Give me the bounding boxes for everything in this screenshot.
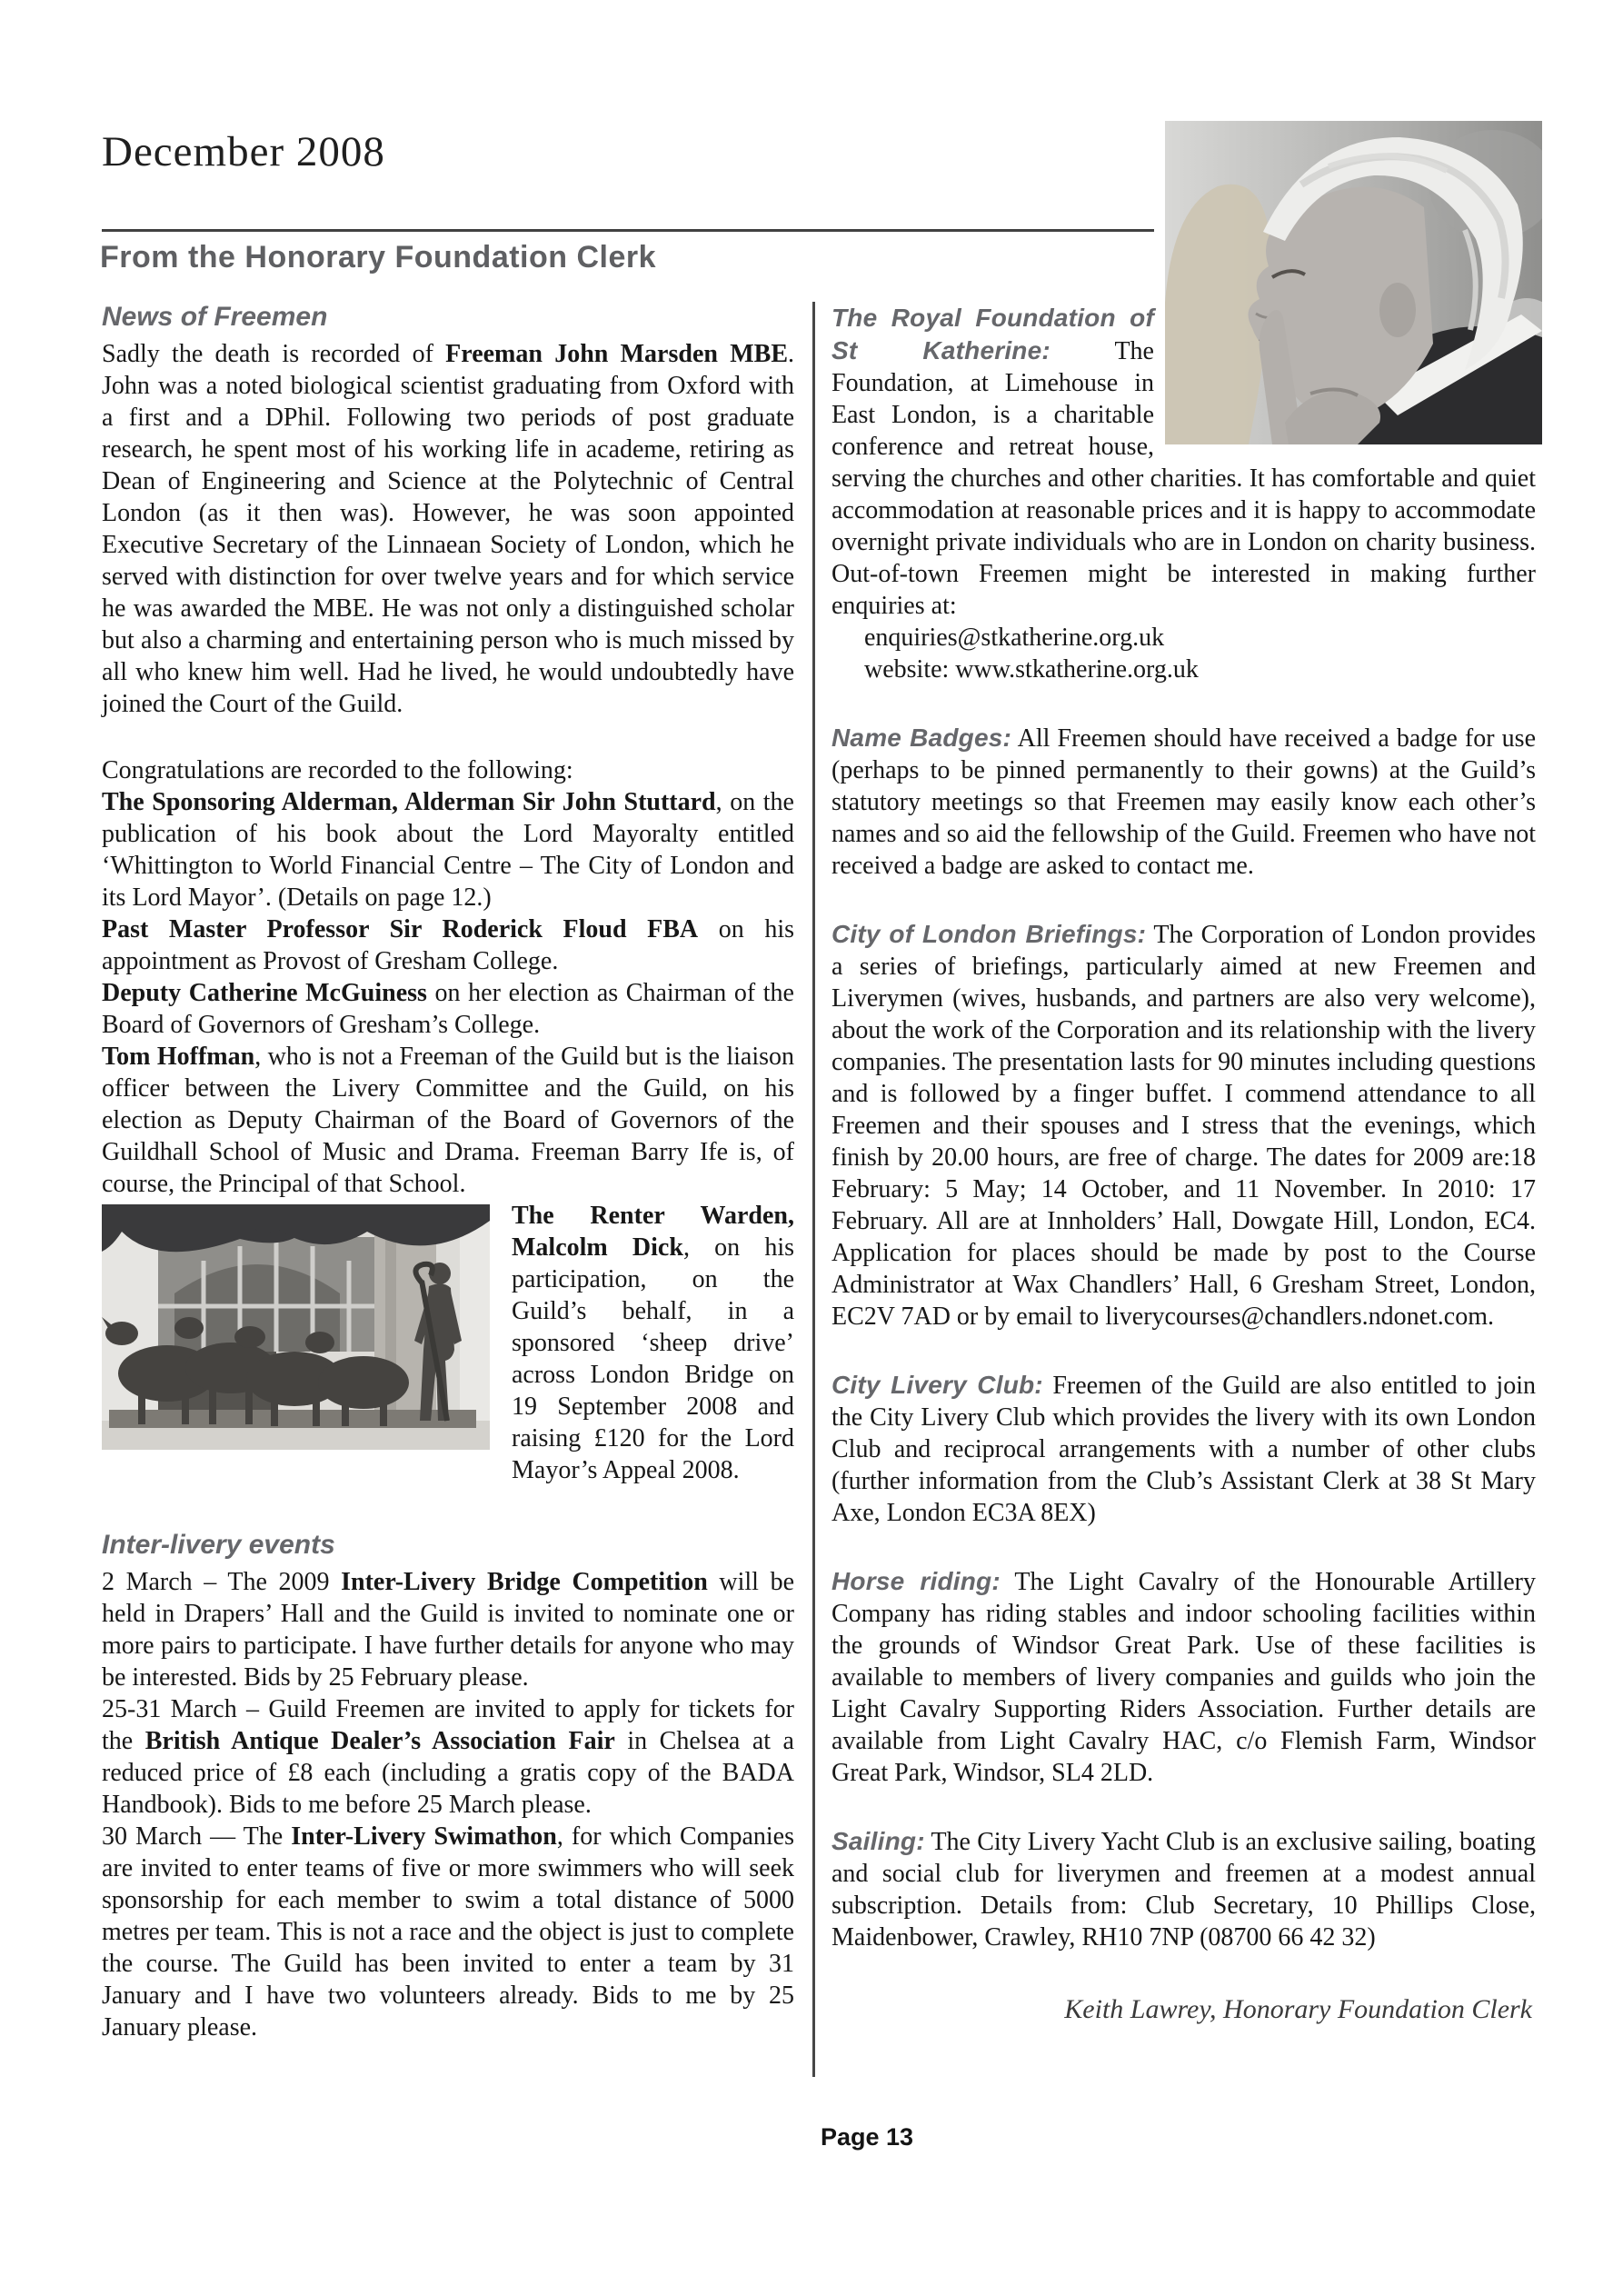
briefings-heading: City of London Briefings: [831, 920, 1147, 948]
page-date: December 2008 [102, 128, 385, 175]
sailing-heading: Sailing: [831, 1827, 925, 1855]
page-title: From the Honorary Foundation Clerk [100, 240, 657, 275]
congrats-item-floud: Past Master Professor Sir Roderick Floud FBA on his appointment as Provost of Gresham College. [102, 915, 794, 975]
section-city-livery-club: City Livery Club: Freemen of the Guild are also entitled to join the City Livery Club which provides the livery with its own London Club and reciprocal arrangements with a number of other clubs (further information from the Club’s Assistant Clerk at 38 St Mary Axe, London EC3A 8EX) [831, 1371, 1536, 1527]
sheep-statue-illustration [102, 1204, 490, 1450]
city-livery-club-heading: City Livery Club: [831, 1371, 1043, 1399]
obituary-name: Freeman John Marsden MBE [445, 340, 788, 368]
horse-riding-heading: Horse riding: [831, 1567, 1001, 1595]
event-bridge-competition: 2 March – The 2009 Inter-Livery Bridge Competition will be held in Drapers’ Hall and the Guild is invited to nominate one or more pairs to participate. I have further details for anyone who may be interested. Bids by 25 February please. [102, 1568, 794, 1692]
congrats-item-mcguiness: Deputy Catherine McGuiness on her election as Chairman of the Board of Governors of Gresham’s College. [102, 979, 794, 1039]
portrait-wrap-spacer [1154, 302, 1536, 447]
header-rule [102, 229, 1154, 232]
section-city-of-london-briefings: City of London Briefings: The Corporation of London provides a series of briefings, particularly aimed at new Freemen and Liverymen (wives, husbands, and partners are also very welcome), about the work of the Corporation and its relationship with the livery companies. The presentation lasts for 90 minutes including questions and is followed by a finger buffet. I commend attendance to all Freemen and their spouses and I stress that the evenings, which finish by 20.00 hours, are free of charge. The dates for 2009 are:18 February: 5 May; 14 October, and 11 November. In 2010: 17 February. All are at Innholders’ Hall, Dowgate Hill, London, EC4. Application for places should be made by post to the Course Administrator at Wax Chandlers’ Hall, 6 Gresham Street, London, EC2V 7AD or by email to liverycourses@chandlers.ndonet.com. [831, 920, 1536, 1331]
section-name-badges: Name Badges: All Freemen should have received a badge for use (perhaps to be pinned permanently to their gowns) at the Guild’s statutory meetings so that Freemen may easily know each other’s names and so aid the fellowship of the Guild. Freemen who have not received a badge are asked to contact me. [831, 724, 1536, 880]
section-st-katherine: The Royal Foundation of St Katherine: The Foundation, at Limehouse in East London, is a charitable conference and retreat house, serving the churches and other charities. It has comfortable and quiet accommodation at reasonable prices and it is happy to accommodate overnight private individuals who are in London on charity business. Out-of-town Freemen might be interested in making further enquiries at: [831, 304, 1536, 620]
left-column [102, 302, 794, 2077]
event-swimathon: 30 March — The Inter-Livery Swimathon, for which Companies are invited to enter teams of five or more swimmers who will seek sponsorship for each member to swim a total distance of 5000 metres per team. This is not a race and the object is just to complete the course. The Guild has been invited to enter a team by 31 January and I have two volunteers already. Bids to me by 25 January please. [102, 1822, 795, 2041]
signature: Keith Lawrey, Honorary Foundation Clerk [1064, 1994, 1532, 2024]
page-number: Page 13 [821, 2123, 914, 2151]
obituary-rest: . John was a noted biological scientist graduating from Oxford with a first and a DPhil. Following two periods of post graduate research, he spent most of his working life in academe, retiring as Dean of Engineering and Science at the Polytechnic of Central London (as it then was). However, he was soon appointed Executive Secretary of the Linnaean Society of London, which he served with distinction for over twelve years and for which service he was awarded the MBE. He was not only a distinguished scholar but also a charming and entertaining person who is much missed by all who knew him well. Had he lived, he would undoubtedly have joined the Court of the Guild. [102, 340, 794, 718]
obituary-paragraph [102, 338, 794, 720]
event-bada-fair: 25-31 March – Guild Freemen are invited to apply for tickets for the British Antique Dealer’s Association Fair in Chelsea at a reduced price of £8 each (including a gratis copy of the BADA Handbook). Bids to me before 25 March please. [102, 1695, 794, 1819]
two-column-body [102, 302, 1536, 2077]
contact-website: website: www.stkatherine.org.uk [864, 655, 1199, 684]
congrats-item-stuttard: The Sponsoring Alderman, Alderman Sir John Stuttard, on the publication of his book about the Lord Mayoralty entitled ‘Whittington to World Financial Centre – The City of London and its Lord Mayor’. (Details on page 12.) [102, 788, 794, 912]
st-katherine-heading: The Royal Foundation of St Katherine: [831, 304, 1154, 364]
inter-livery-events-heading: Inter-livery events [102, 1530, 335, 1560]
contact-email: enquiries@stkatherine.org.uk [864, 624, 1165, 652]
obituary-text: Sadly the death is recorded of [102, 340, 446, 368]
column-divider [812, 302, 815, 2077]
congrats-intro: Congratulations are recorded to the following: [102, 756, 573, 784]
sheep-statue-photo [102, 1204, 490, 1450]
congrats-item-hoffman: Tom Hoffman, who is not a Freeman of the Guild but is the liaison officer between the Livery Committee and the Guild, on his election as Deputy Chairman of the Board of Governors of the Guildhall School of Music and Drama. Freeman Barry Ife is, of course, the Principal of that School. [102, 1043, 794, 1198]
news-of-freemen-heading: News of Freemen [102, 302, 328, 332]
section-horse-riding: Horse riding: The Light Cavalry of the Honourable Artillery Company has riding stables and indoor schooling facilities within the grounds of Windsor Great Park. Use of these facilities is available to members of livery companies and guilds who join the Light Cavalry Supporting Riders Association. Further details are available from Light Cavalry HAC, c/o Flemish Farm, Windsor Great Park, Windsor, SL4 2LD. [831, 1567, 1536, 1787]
right-column [831, 302, 1536, 2077]
name-badges-heading: Name Badges: [831, 724, 1012, 752]
renter-warden-paragraph: The Renter Warden, Malcolm Dick, on his participation, on the Guild’s behalf, in a sponsored ‘sheep drive’ across London Bridge on 19 September 2008 and raising £120 for the Lord Mayor’s Appeal 2008. [102, 1200, 794, 1486]
section-sailing: Sailing: The City Livery Yacht Club is an exclusive sailing, boating and social club for liverymen and freemen at a modest annual subscription. Details from: Club Secretary, 10 Phillips Close, Maidenbower, Crawley, RH10 7NP (08700 66 42 32) [831, 1827, 1536, 1952]
